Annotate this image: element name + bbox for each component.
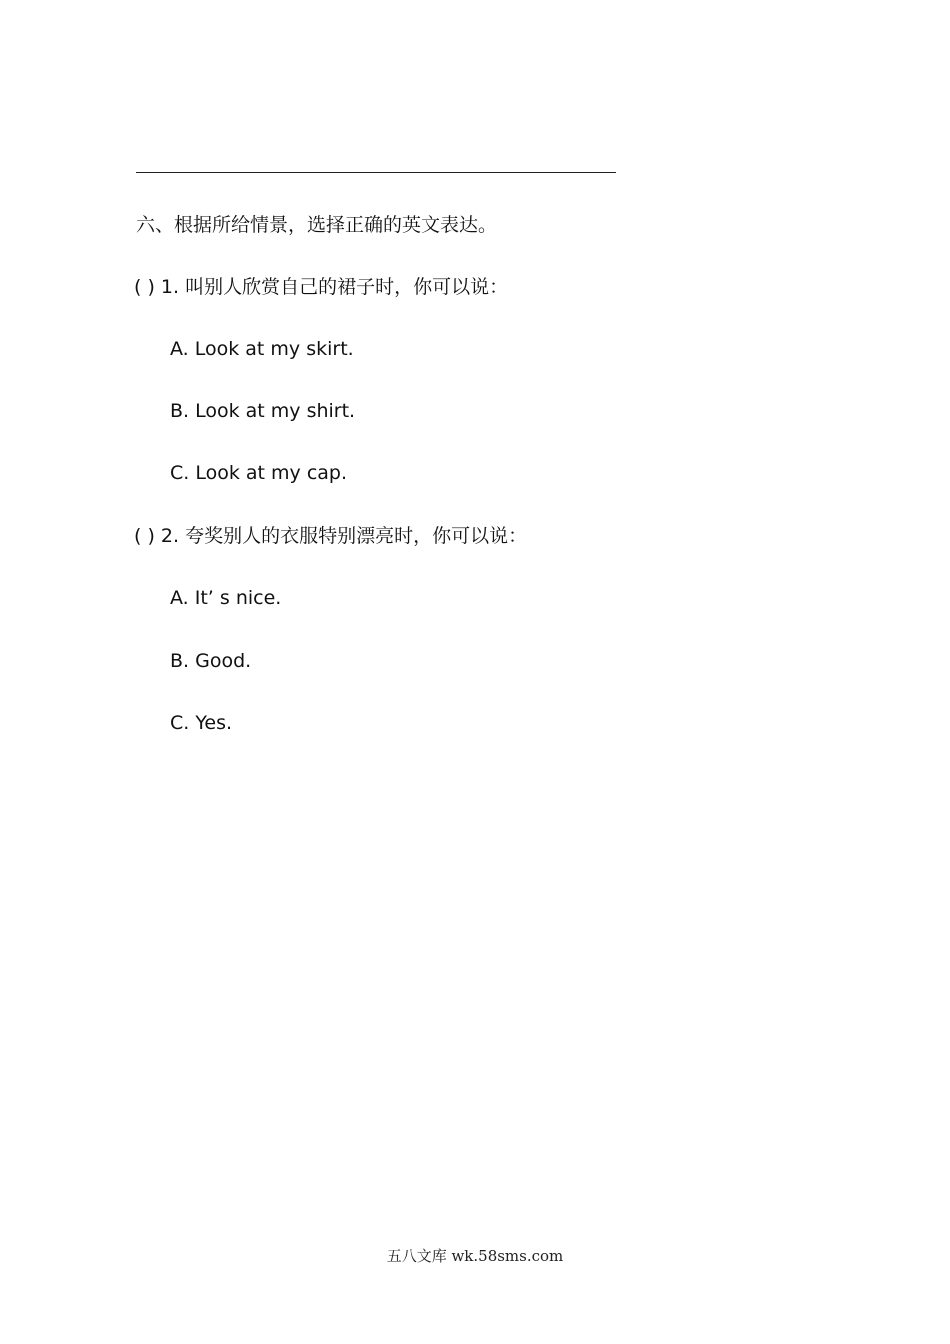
question-1-option-a: A. Look at my skirt.	[170, 338, 354, 360]
question-1-option-b: B. Look at my shirt.	[170, 400, 356, 422]
footer-watermark: 五八文库 wk.58sms.com	[386, 1247, 564, 1265]
question-2-prompt: ( ) 2. 夸奖别人的衣服特别漂亮时，你可以说：	[134, 525, 528, 547]
question-2-option-b: B. Good.	[170, 650, 252, 672]
question-2-option-c: C. Yes.	[170, 712, 233, 734]
answer-line	[136, 172, 616, 173]
section-heading: 六、根据所给情景，选择正确的英文表达。	[136, 214, 498, 236]
question-1-prompt: ( ) 1. 叫别人欣赏自己的裙子时，你可以说：	[134, 276, 509, 298]
question-2-option-a: A. It’ s nice.	[170, 587, 282, 609]
question-1-option-c: C. Look at my cap.	[170, 462, 348, 484]
